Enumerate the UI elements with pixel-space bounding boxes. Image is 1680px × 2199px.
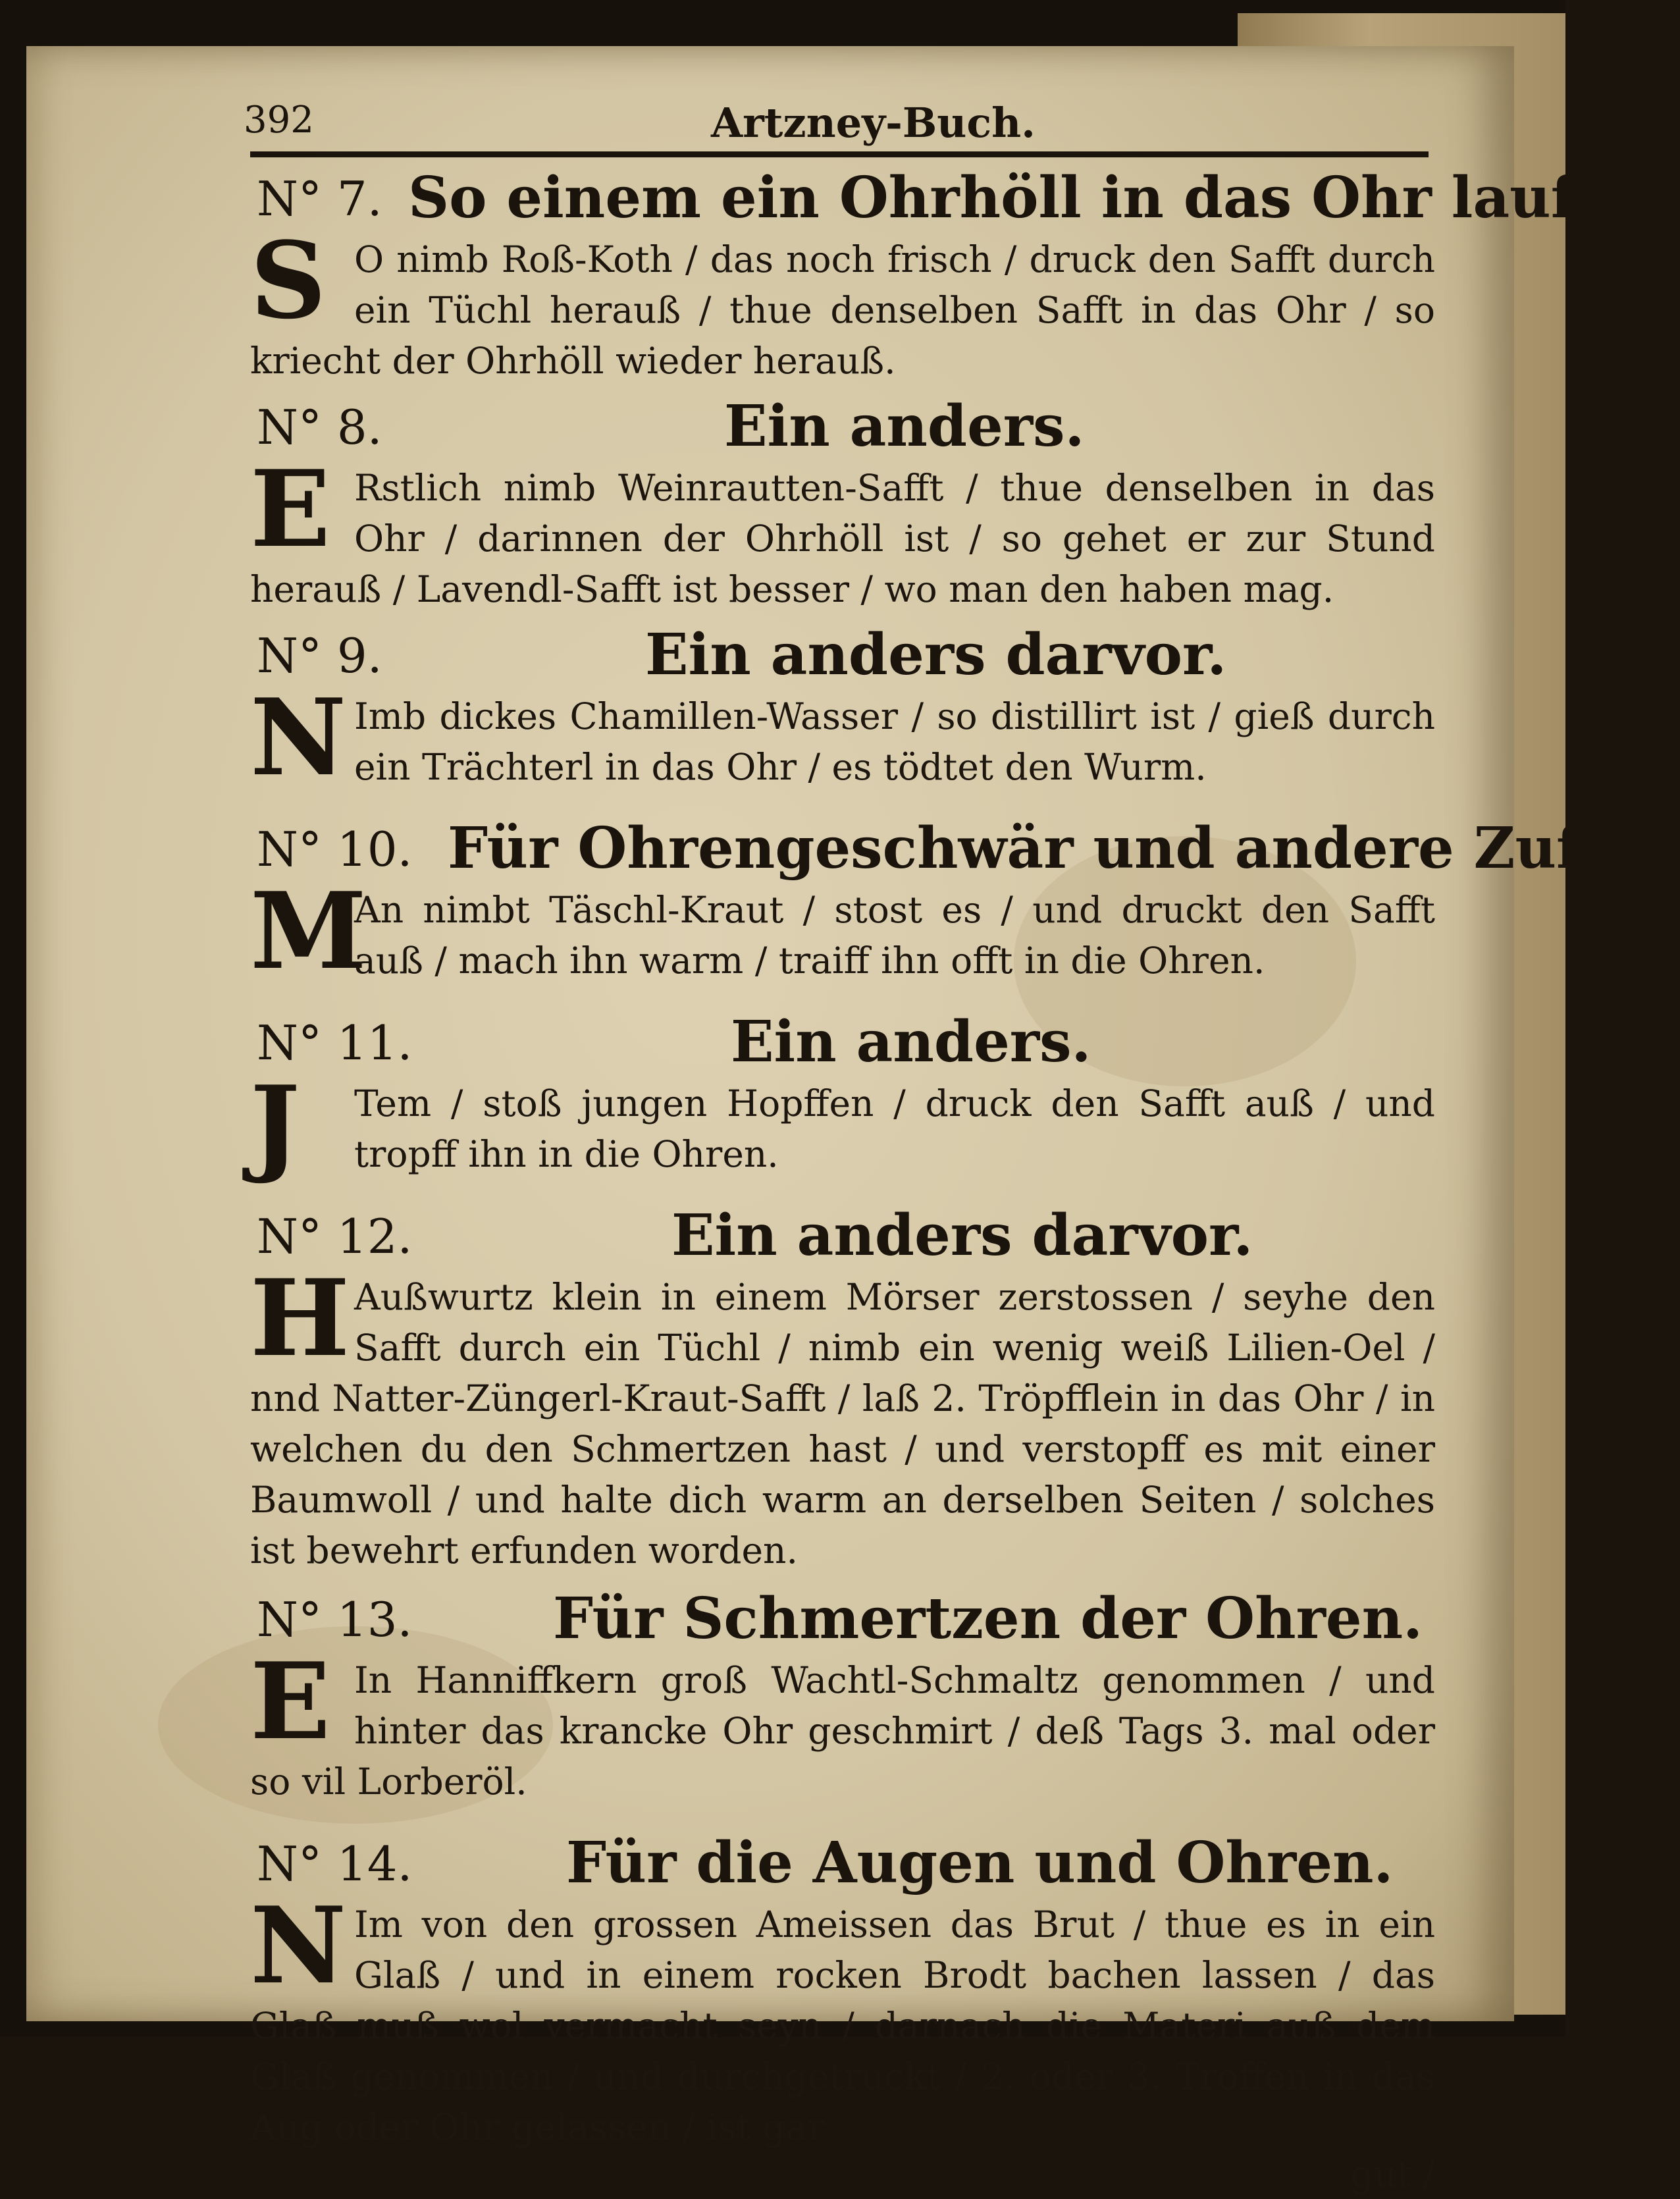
recipe-entry: [224, 619, 1475, 799]
entry-text: [250, 1063, 1435, 1186]
entry-heading: [224, 619, 1475, 691]
entry-body: Imb dickes Chamillen-Wasser / so distillirt ist / gieß durch ein Trächterl in das Ohr / es tödtet den Wurm.: [354, 695, 1435, 788]
recipe-entry: [224, 1583, 1475, 1807]
entry-title: Für Schmertzen der Ohren.: [553, 1585, 1423, 1652]
entry-number: N° 10.: [257, 822, 413, 877]
entry-text: [250, 1256, 1435, 1576]
entry-heading: [224, 390, 1475, 463]
catchword: gut /: [1350, 2153, 1435, 2195]
entry-heading: [224, 1200, 1475, 1272]
entry-text: [250, 869, 1435, 993]
recipe-entry: [224, 162, 1643, 386]
entry-body: Außwurtz klein in einem Mörser zerstossen / seyhe den Safft durch ein Tüchl / nimb ein wenig weiß Lilien-Oel / nnd Natter-Züngerl-Kraut-Safft / laß 2. Tröpfflein in das Ohr / in welchen du den Schmertzen hast / und verstopff es mit einer Baumwoll / und halte dich warm an derselben Seiten / solches ist bewehrt erfunden worden.: [250, 1276, 1435, 1572]
entry-number: N° 8.: [257, 400, 382, 455]
entry-body: Rstlich nimb Weinrautten-Safft / thue denselben in das Ohr / darinnen der Ohrhöll ist / so gehet er zur Stund herauß / Lavendl-Safft ist besser / wo man den haben mag.: [250, 467, 1435, 610]
entry-text: [250, 1639, 1435, 1807]
decorated-initial: N: [250, 1884, 347, 2007]
decorated-initial: H: [250, 1256, 350, 1380]
entry-number: N° 7.: [257, 171, 382, 226]
page-number: 392: [244, 99, 314, 142]
recipe-entry: [224, 1827, 1475, 2199]
recipe-entry: [224, 812, 1680, 993]
recipe-entry: [224, 1006, 1475, 1186]
recipe-entry: [224, 390, 1475, 615]
recipe-entry: [224, 1200, 1475, 1576]
entry-number: N° 13.: [257, 1592, 413, 1647]
text-block: [224, 99, 1680, 2199]
entry-number: N° 11.: [257, 1015, 413, 1071]
entry-number: N° 9.: [257, 628, 382, 683]
entry-body: In Hanniffkern groß Wachtl-Schmaltz genommen / und hinter das krancke Ohr geschmirt / deß Tags 3. mal oder so vil Lorberöl.: [250, 1659, 1435, 1803]
entry-title: Ein anders darvor.: [645, 622, 1227, 688]
entry-text: [250, 1884, 1435, 2153]
entry-title: Für die Augen und Ohren.: [566, 1830, 1394, 1896]
entry-title: Ein anders.: [724, 393, 1085, 460]
catchword-line: [224, 2153, 1435, 2199]
head-rule: [250, 151, 1429, 157]
page-leaf: [26, 46, 1680, 2195]
entry-number: N° 12.: [257, 1209, 413, 1264]
entry-text: [250, 219, 1435, 386]
decorated-initial: J: [250, 1063, 300, 1186]
entry-number: N° 14.: [257, 1836, 413, 1892]
decorated-initial: N: [250, 676, 347, 799]
entry-body: Im von den grossen Ameissen das Brut / thue es in ein Glaß / und in einem rocken Brodt bachen lassen / das Glaß muß wol vermacht seyn / darnach die Materi auß dem Glaß genommen / und durchgetruckt / 2. oder 3. Troffen in das Aug oder Ohr gelassen / ist gar: [250, 1903, 1435, 2148]
entry-heading: [224, 1583, 1475, 1655]
decorated-initial: E: [250, 447, 330, 571]
entry-text: [250, 676, 1435, 799]
entry-heading: [224, 812, 1680, 885]
entry-heading: [224, 1827, 1475, 1899]
entry-text: [250, 447, 1435, 615]
entry-body: O nimb Roß-Koth / das noch frisch / druck den Safft durch ein Tüchl herauß / thue denselben Safft in das Ohr / so kriecht der Ohrhöll wieder herauß.: [250, 238, 1435, 382]
decorated-initial: S: [250, 219, 327, 342]
running-title: Artzney-Buch.: [711, 99, 1036, 147]
entry-title: Ein anders.: [731, 1009, 1091, 1075]
entry-title: Ein anders darvor.: [671, 1202, 1253, 1269]
running-head: [224, 99, 1475, 158]
entry-title: So einem ein Ohrhöll in das Ohr laufft.: [408, 165, 1643, 231]
entry-heading: [224, 162, 1643, 234]
decorated-initial: M: [250, 869, 367, 993]
entry-body: An nimbt Täschl-Kraut / stost es / und druckt den Safft auß / mach ihn warm / traiff ihn offt in die Ohren.: [354, 889, 1435, 982]
entry-body: Tem / stoß jungen Hopffen / druck den Safft auß / und tropff ihn in die Ohren.: [354, 1082, 1435, 1175]
entry-heading: [224, 1006, 1475, 1078]
decorated-initial: E: [250, 1639, 330, 1763]
entry-title: Für Ohrengeschwär und andere Zufäll.: [448, 815, 1680, 882]
